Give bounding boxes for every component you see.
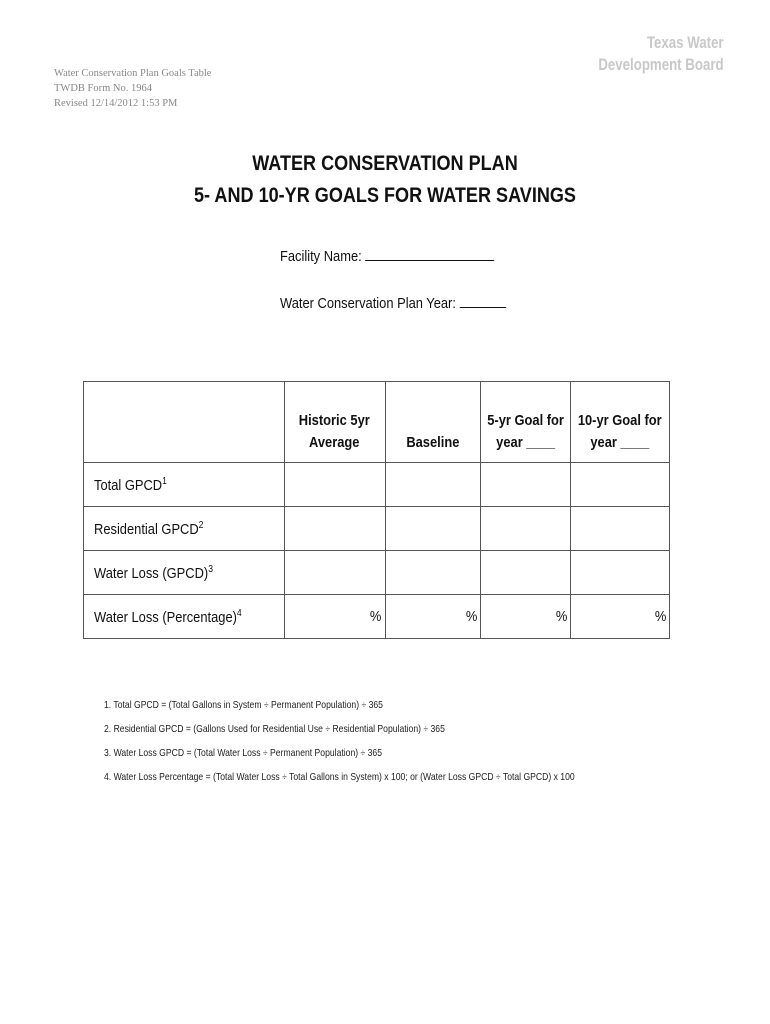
page-title [54, 148, 716, 212]
table-row [84, 463, 670, 507]
facility-name-blank[interactable] [365, 246, 494, 261]
footnote-2: 2. Residential GPCD = (Gallons Used for Residential Use ÷ Residential Population) ÷ 365 [104, 723, 445, 735]
cell-input[interactable] [284, 463, 385, 507]
footnote-4: 4. Water Loss Percentage = (Total Water Loss ÷ Total Gallons in System) x 100; or (Water Loss GPCD ÷ Total GPCD) x 100 [104, 771, 575, 783]
cell-input[interactable] [481, 551, 571, 595]
footnote-1: 1. Total GPCD = (Total Gallons in System ÷ Permanent Population) ÷ 365 [104, 699, 383, 711]
cell-input[interactable] [385, 551, 481, 595]
header-10yr-goal: 10-yr Goal for year ____ [571, 382, 670, 463]
title-line-1: WATER CONSERVATION PLAN [252, 152, 518, 175]
cell-input-percent[interactable]: % [284, 595, 385, 639]
logo-line-1: Texas Water [647, 33, 724, 52]
row-label-water-loss-percentage: Water Loss (Percentage)$^4$ [84, 595, 285, 639]
logo-line-2: Development Board [598, 55, 724, 74]
cell-input-percent[interactable]: % [571, 595, 670, 639]
table-row [84, 595, 670, 639]
cell-input[interactable] [481, 463, 571, 507]
plan-year-label: Water Conservation Plan Year: [280, 295, 456, 312]
header-5yr-goal: 5-yr Goal for year ____ [481, 382, 571, 463]
cell-input[interactable] [571, 463, 670, 507]
header-baseline: Baseline [385, 382, 481, 463]
facility-name-field[interactable] [280, 246, 494, 265]
cell-input[interactable] [284, 507, 385, 551]
header-historic: Historic 5yr Average [284, 382, 385, 463]
row-label-total-gpcd: Total GPCD$^1$ [84, 463, 285, 507]
facility-name-label: Facility Name: [280, 248, 362, 265]
footnote-3: 3. Water Loss GPCD = (Total Water Loss ÷ Permanent Population) ÷ 365 [104, 747, 383, 759]
row-label-water-loss-gpcd: Water Loss (GPCD)$^3$ [84, 551, 285, 595]
title-line-2: 5- AND 10-YR GOALS FOR WATER SAVINGS [194, 184, 576, 207]
cell-input[interactable] [385, 507, 481, 551]
row-label-residential-gpcd: Residential GPCD$^2$ [84, 507, 285, 551]
cell-input[interactable] [481, 507, 571, 551]
plan-year-blank[interactable] [460, 293, 506, 308]
revision-date: Revised 12/14/2012 1:53 PM [54, 98, 178, 109]
cell-input-percent[interactable]: % [385, 595, 481, 639]
form-meta-title: Water Conservation Plan Goals Table [54, 68, 212, 79]
cell-input[interactable] [385, 463, 481, 507]
goals-table [83, 381, 670, 639]
cell-input-percent[interactable]: % [481, 595, 571, 639]
cell-input[interactable] [284, 551, 385, 595]
table-header-row [84, 382, 670, 463]
table-row [84, 551, 670, 595]
footnotes [104, 693, 678, 789]
header-empty [84, 382, 285, 463]
plan-year-field[interactable] [280, 293, 506, 312]
twdb-logo [599, 32, 724, 76]
cell-input[interactable] [571, 551, 670, 595]
form-number: TWDB Form No. 1964 [54, 83, 152, 94]
form-meta [54, 66, 211, 111]
table-row [84, 507, 670, 551]
cell-input[interactable] [571, 507, 670, 551]
